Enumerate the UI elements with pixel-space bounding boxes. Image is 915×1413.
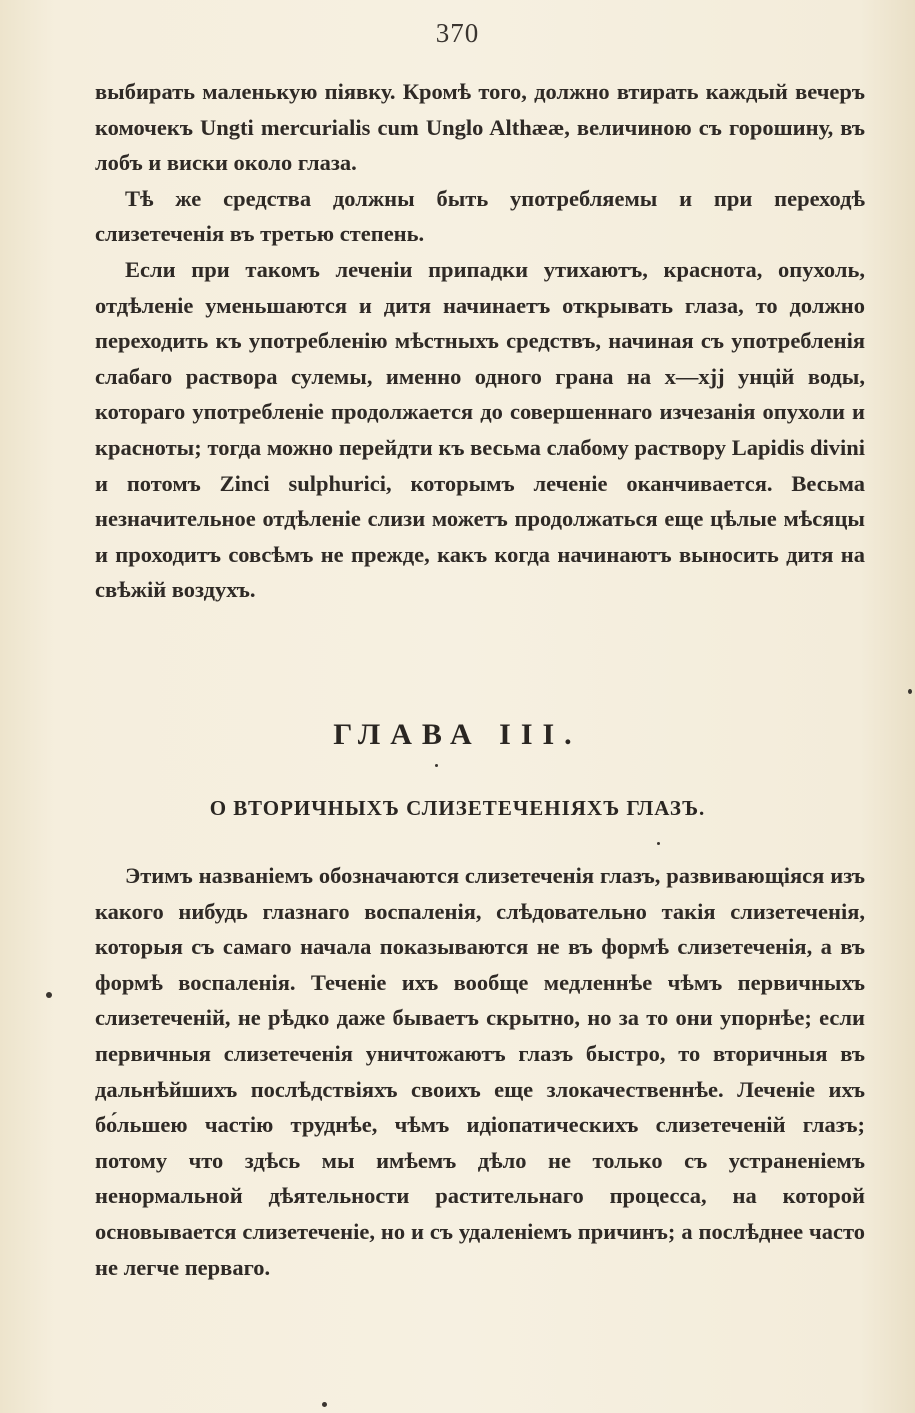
ink-speck <box>657 842 660 845</box>
paragraph-3: Если при такомъ леченіи припадки утихаютъ, краснота, опухоль, отдѣленіе уменьшаются и дитя начинаетъ открывать глаза, то должно переходить къ употребленію мѣстныхъ средствъ, начиная съ употребленія слабаго раствора сулемы, именно одного грана на x—xjj унцій воды, котораго употребленіе продолжается до совершеннаго изчезанія опухоли и красноты; тогда можно перейдти къ весьма слабому раствору Lapidis divini и потомъ Zinci sulphurici, которымъ леченіе оканчивается. Весьма незначительное отдѣленіе слизи можетъ продолжаться еще цѣлые мѣсяцы и проходитъ совсѣмъ не прежде, какъ когда начинаютъ выносить дитя на свѣжій воздухъ. <box>95 256 865 603</box>
ink-speck <box>322 1402 327 1407</box>
paragraph-1: выбирать маленькую піявку. Кромѣ того, должно втирать каждый вечеръ комочекъ Ungti mercurialis cum Unglo Althææ, величиною съ горошину, въ лобъ и виски около глаза. <box>95 79 865 176</box>
paragraph-4: Этимъ названіемъ обозначаются слизетеченія глазъ, развивающіяся изъ какого нибудь глазнаго воспаленія, слѣдовательно такія слизетеченія, которыя съ самаго начала показываются не въ формѣ слизетеченія, а въ формѣ воспаленія. Теченіе ихъ вообще медленнѣе чѣмъ первичныхъ слизетеченій, не рѣдко даже бываетъ скрытно, но за то они упорнѣе; если первичныя слизетеченія уничтожаютъ глазъ быстро, то вторичныя въ дальнѣйшихъ послѣдствіяхъ своихъ еще злокачественнѣе. Леченіе ихъ бо́льшею частію труднѣе, чѣмъ идіопатическихъ слизетеченій глазъ; потому что здѣсь мы имѣемъ дѣло не только съ устраненіемъ ненормальной дѣятельности растительнаго процесса, на которой основывается слизетеченіе, но и съ удаленіемъ причинъ; а послѣднее часто не легче перваго. <box>95 863 865 1280</box>
text-block-top <box>95 74 865 608</box>
ink-speck <box>46 992 52 998</box>
chapter-heading: ГЛАВА III. <box>333 718 582 751</box>
page-number: 370 <box>435 18 480 48</box>
paragraph-2: Тѣ же средства должны быть употребляемы и при переходѣ слизетеченія въ третью степень. <box>95 185 865 247</box>
ink-speck <box>908 689 912 694</box>
text-block-bottom <box>95 858 865 1285</box>
ink-speck <box>435 764 438 767</box>
section-heading: О ВТОРИЧНЫХЪ СЛИЗЕТЕЧЕНІЯХЪ ГЛАЗЪ. <box>209 796 706 820</box>
